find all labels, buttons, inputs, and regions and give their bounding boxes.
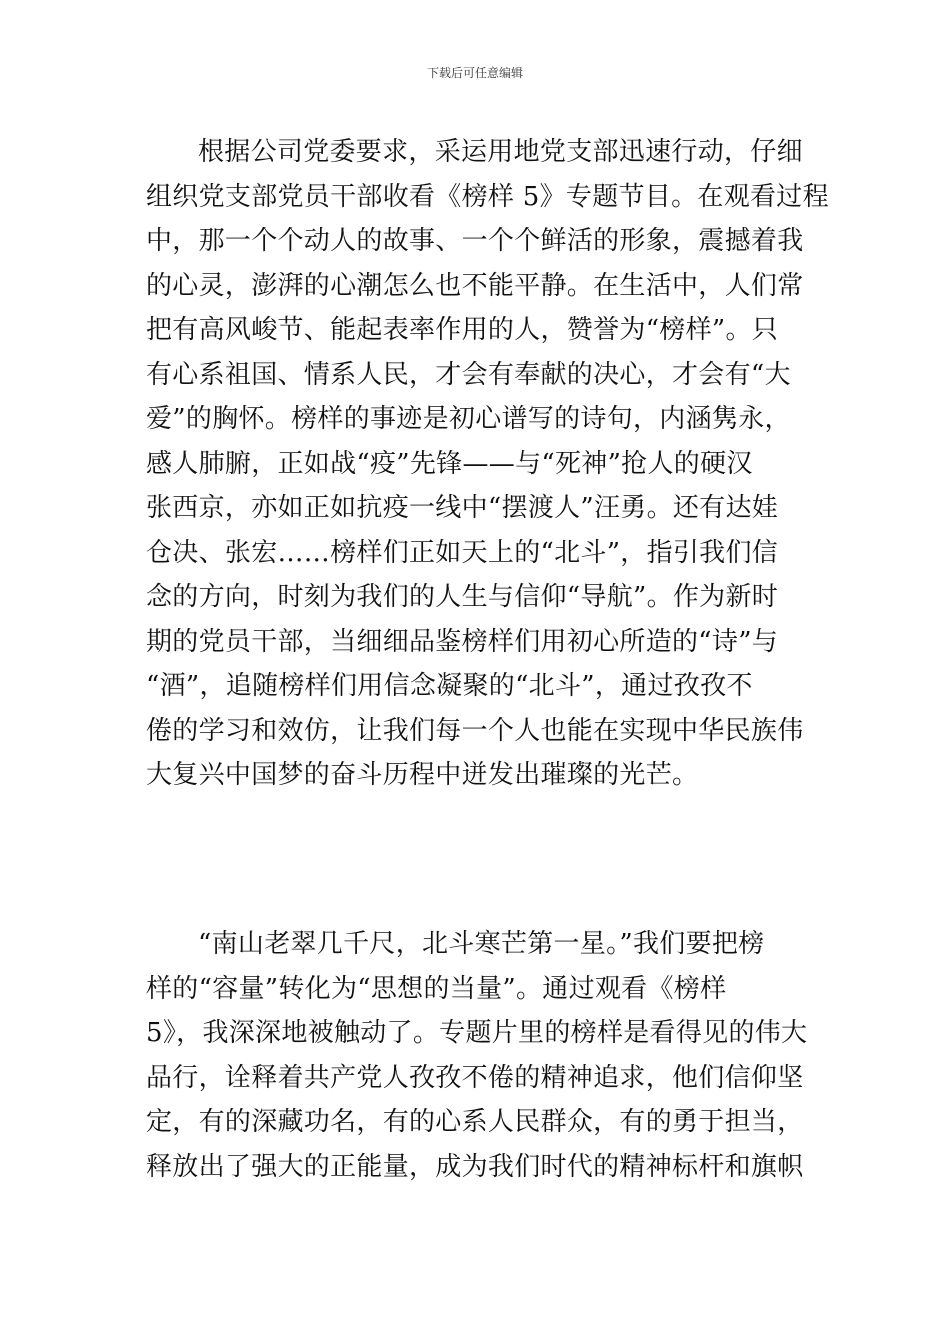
text-line: 念的方向，时刻为我们的人生与信仰“导航”。作为新时 (146, 582, 779, 612)
text-line: 5》，我深深地被触动了。专题片里的榜样是看得见的伟大 (146, 1018, 808, 1048)
text-line: 期的党员干部，当细细品鉴榜样们用初心所造的“诗”与 (146, 626, 779, 657)
text-line: 中，那一个个动人的故事、一个个鲜活的形象，震撼着我 (146, 226, 804, 256)
text-line: 的心灵，澎湃的心潮怎么也不能平静。在生活中，人们常 (146, 270, 804, 301)
page-header: 下载后可任意编辑 (426, 66, 523, 80)
text-line: 倦的学习和效仿，让我们每一个人也能在实现中华民族伟 (146, 715, 804, 746)
text-line: 样的“容量”转化为“思想的当量”。通过观看《榜样 (146, 973, 727, 1004)
text-line: 感人肺腑，正如战“疫”先锋——与“死神”抢人的硬汉 (146, 448, 753, 479)
text-line: 张西京，亦如正如抗疫一线中“摆渡人”汪勇。还有达娃 (146, 493, 779, 523)
text-line: 仓决、张宏……榜样们正如天上的“北斗”，指引我们信 (146, 537, 779, 568)
text-line: 有心系祖国、情系人民，才会有奉献的决心，才会有“大 (146, 359, 791, 390)
text-line: 把有高风峻节、能起表率作用的人，赞誉为“榜样”。只 (146, 315, 779, 345)
paragraph-2 (146, 922, 806, 1189)
text-line: 品行，诠释着共产党人孜孜不倦的精神追求，他们信仰坚 (146, 1062, 804, 1093)
text-line: “南山老翠几千尺，北斗寒芒第一星。”我们要把榜 (198, 929, 765, 959)
text-line: 大复兴中国梦的奋斗历程中迸发出璀璨的光芒。 (146, 760, 699, 790)
text-line: 根据公司党委要求，采运用地党支部迅速行动，仔细 (198, 137, 803, 167)
text-line: 爱”的胸怀。榜样的事迹是初心谱写的诗句，内涵隽永， (146, 404, 791, 434)
text-line: 组织党支部党员干部收看《榜样 5》专题节目。在观看过程 (146, 181, 829, 212)
text-line: 释放出了强大的正能量，成为我们时代的精神标杆和旗帜 (146, 1151, 804, 1182)
text-line: 定，有的深藏功名，有的心系人民群众，有的勇于担当， (146, 1107, 804, 1137)
paragraph-1 (146, 130, 829, 798)
text-line: “酒”，追随榜样们用信念凝聚的“北斗”，通过孜孜不 (146, 671, 753, 701)
